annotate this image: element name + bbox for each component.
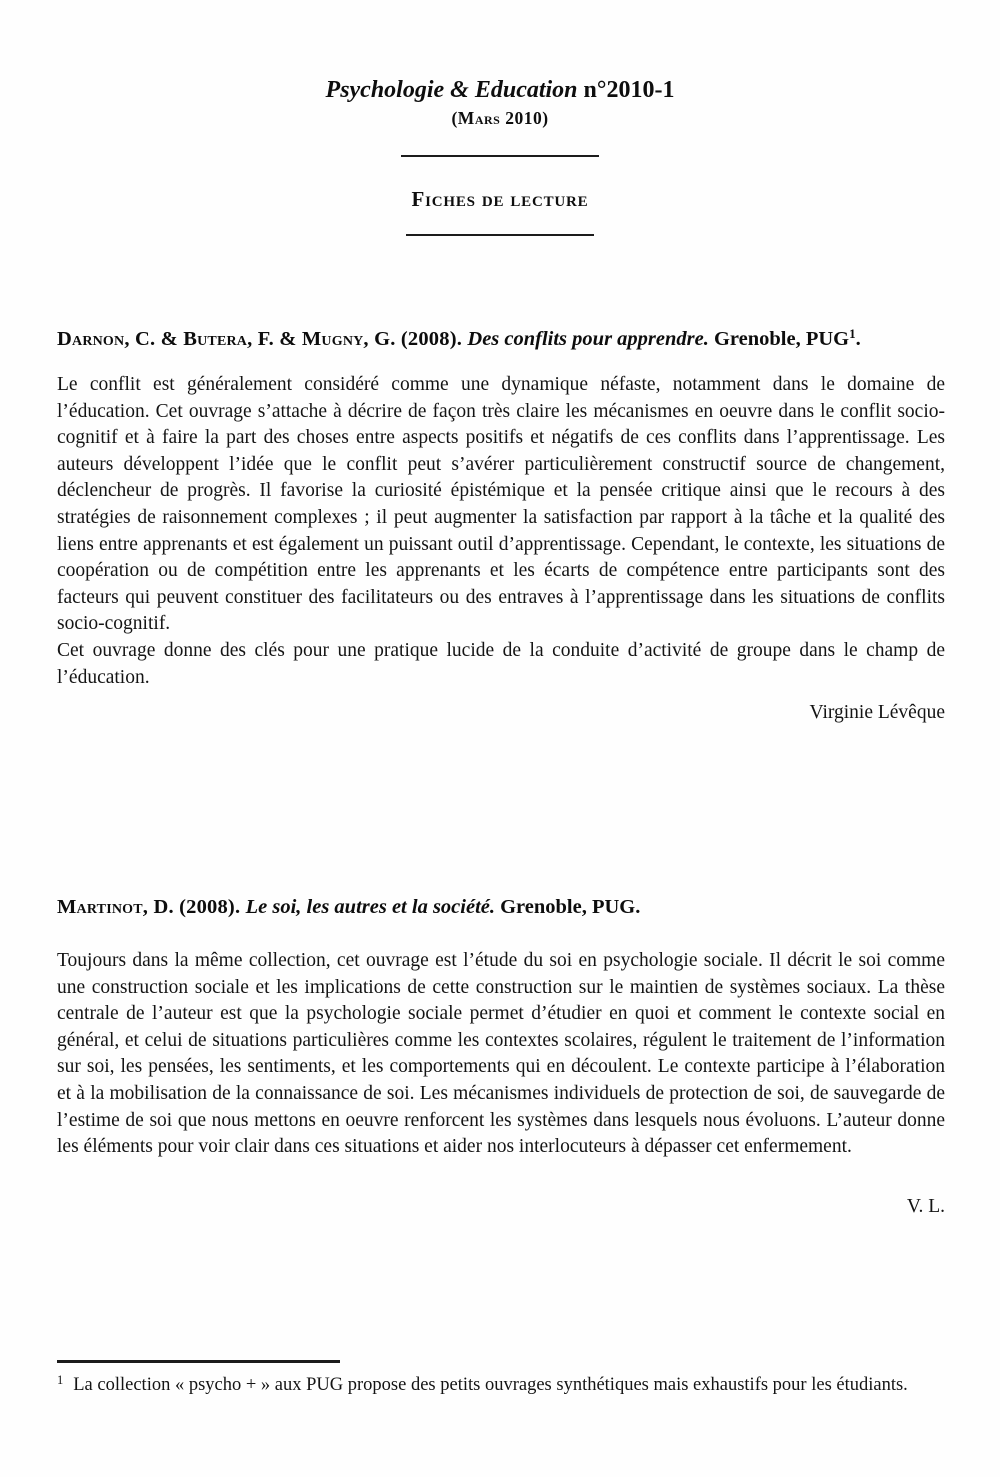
review-2-book-title: Le soi, les autres et la société. bbox=[245, 896, 495, 918]
section-title: Fiches de lecture bbox=[411, 187, 589, 211]
review-2-authors: Martinot, D. (2008). bbox=[57, 896, 246, 918]
review-1-paragraph-1: Le conflit est généralement considéré comme une dynamique néfaste, notamment dans le domaine de l’éducation. Cet ouvrage s’attache à décrire de façon très claire les mécanismes en oeuvre dans le conflit socio-cognitif et à faire la part des choses entre aspects positifs et négatifs de ces conflits dans l’apprentissage. Les auteurs développent l’idée que le conflit peut s’avérer particulièrement constructif source de changement, déclencheur de progrès. Il favorise la curiosité épistémique et la pensée critique ainsi que le recours à des stratégies de raisonnement complexes ; il peut augmenter la satisfaction par rapport à la tâche et la qualité des liens entre apprenants et est également un puissant outil d’apprentissage. Cependant, le contexte, les situations de coopération ou de compétition entre les apprenants et les écarts de compétence entre participants sont des facteurs qui peuvent constituer des facilitateurs ou des entraves à l’apprentissage dans les situations de conflits socio-cognitif. bbox=[57, 374, 945, 635]
footnote-ref-marker: 1 bbox=[849, 326, 856, 341]
review-1-publisher: Grenoble, PUG bbox=[708, 328, 850, 350]
review-1-book-title: Des conflits pour apprendre. bbox=[467, 328, 709, 350]
review-1-paragraph-2: Cet ouvrage donne des clés pour une pratique lucide de la conduite d’activité de groupe dans le champ de l’éducation. bbox=[57, 639, 945, 688]
journal-issue-number: n°2010-1 bbox=[577, 77, 675, 103]
journal-title-name: Psychologie & Education bbox=[325, 77, 578, 103]
review-2-publisher: Grenoble, PUG. bbox=[494, 896, 641, 918]
journal-title bbox=[0, 76, 1000, 104]
header-divider-bottom bbox=[406, 234, 594, 236]
header-divider-top bbox=[401, 155, 599, 157]
page-header bbox=[0, 76, 1000, 236]
book-review-2 bbox=[57, 894, 945, 1220]
review-1-signature: Virginie Lévêque bbox=[809, 702, 945, 724]
footnote-number: 1 bbox=[57, 1373, 64, 1387]
review-1-authors: Darnon, C. & Butera, F. & Mugny, G. (2008). bbox=[57, 328, 468, 350]
book-review-1 bbox=[57, 326, 945, 726]
review-2-paragraph-1: Toujours dans la même collection, cet ouvrage est l’étude du soi en psychologie sociale. Il décrit le soi comme une construction sociale et les implications de cette construction sur le maintien de systèmes sociaux. La thèse centrale de l’auteur est que la psychologie sociale permet d’étudier en quoi et comment le contexte social en général, et celui de situations particulières comme les contextes scolaires, régulent le traitement de l’information sur soi, les pensées, les sentiments, et les comportements qui en découlent. Le contexte participe à l’élaboration et à la mobilisation de la connaissance de soi. Les mécanismes individuels de protection de soi, de sauvegarde de l’estime de soi que nous mettons en oeuvre renforcent les systèmes dans lesquels nous évoluons. L’auteur donne les éléments pour voir clair dans ces situations et aider nos interlocuteurs à dépasser cet enfermement. bbox=[57, 950, 945, 1158]
footnote-body: La collection « psycho + » aux PUG propose des petits ouvrages synthétiques mais exhaustifs pour les étudiants. bbox=[73, 1375, 908, 1395]
footnote-divider bbox=[57, 1360, 340, 1363]
review-2-signature: V. L. bbox=[906, 1195, 945, 1217]
review-1-publisher-period: . bbox=[855, 328, 861, 350]
issue-date: (Mars 2010) bbox=[451, 108, 549, 128]
footnote-area bbox=[57, 1360, 945, 1399]
footnote-text bbox=[57, 1372, 945, 1399]
review-1-heading bbox=[57, 326, 945, 353]
review-2-heading bbox=[57, 894, 945, 921]
